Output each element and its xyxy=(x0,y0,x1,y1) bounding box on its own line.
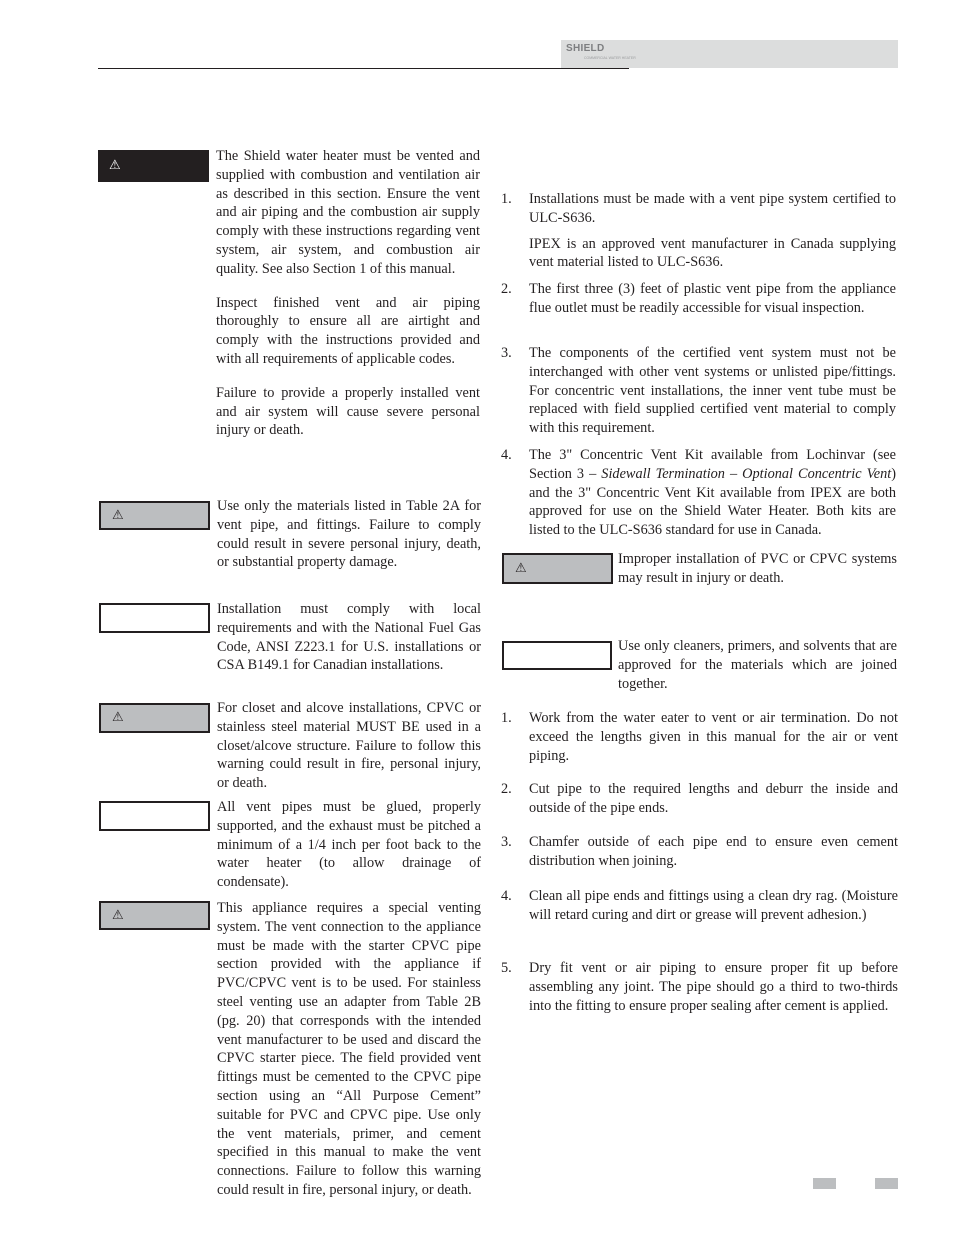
list-item-text: The 3" Concentric Vent Kit available from Lochinvar (see Section 3 – xyxy=(529,447,896,482)
caution-note-text: All vent pipes must be glued, properly supported, and the exhaust must be pitched a minimum of a 1/4 inch per foot back to the water heater (to allow drainage of condensate). xyxy=(217,799,481,891)
list-number: 3. xyxy=(501,834,512,850)
list-item-text: ) and the 3" Concentric Vent Kit available from IPEX are both approved for use on the Shield Water Heater. Both kits are listed to the ULC-S636 standard for use in Canada. xyxy=(529,465,896,539)
list-item xyxy=(529,446,896,540)
shield-logo: SHIELD xyxy=(566,43,605,54)
danger-paragraph: The Shield water heater must be vented and supplied with combustion and ventilation air as described in this section. Ensure the vent and air piping and the combustion air supply comply with these instructions regarding vent system, air system, and combustion air quality. See also Section 1 of this manual. xyxy=(216,148,480,277)
caution-note-text: Installation must comply with local requirements and with the National Fuel Gas Code, ANSI Z223.1 for U.S. installations or CSA B149.1 for Canadian installations. xyxy=(217,601,481,674)
list-number: 3. xyxy=(501,345,512,361)
warning-triangle-icon: ⚠ xyxy=(112,907,124,923)
warning-triangle-icon: ⚠ xyxy=(109,158,121,174)
list-item: The components of the certified vent system must not be interchanged with other vent systems or unlisted pipe/fittings. For concentric vent installations, the inner vent tube must be replaced with field supplied certified vent material to comply with this requirement. xyxy=(529,345,896,437)
list-number: 1. xyxy=(501,191,512,207)
list-item xyxy=(529,190,896,272)
list-number: 2. xyxy=(501,281,512,297)
list-item-text: Installations must be made with a vent pipe system certified to ULC-S636. xyxy=(529,191,896,226)
danger-note-text xyxy=(216,147,480,440)
list-number: 1. xyxy=(501,710,512,726)
footer-page-tab xyxy=(875,1178,898,1189)
warning-label-box xyxy=(99,901,210,930)
warning-triangle-icon: ⚠ xyxy=(112,507,124,523)
danger-label-box xyxy=(98,150,209,182)
footer-page-tab xyxy=(813,1178,836,1189)
caution-note-text: Use only cleaners, primers, and solvents that are approved for the materials which are joined together. xyxy=(618,638,897,692)
list-item: Dry fit vent or air piping to ensure proper fit up before assembling any joint. The pipe should go a third to two-thirds into the fitting to ensure proper sealing after cement is applied. xyxy=(529,960,898,1014)
warning-note-text: This appliance requires a special venting system. The vent connection to the appliance must be made with the starter CPVC pipe section provided with the appliance if PVC/CPVC vent is to be used. For stainless steel venting use an adapter from Table 2B (pg. 20) that corresponds with the intended vent manufacturer to be used and discard the CPVC starter piece. The field provided vent fittings must be cemented to the CPVC pipe section using an “All Purpose Cement” suitable for PVC and CPVC pipe. Use only the vent materials, primer, and cement specified in this manual to make the vent connections. Failure to follow this warning could result in fire, personal injury, or death. xyxy=(217,900,481,1198)
caution-label-box xyxy=(99,603,210,633)
list-number: 2. xyxy=(501,781,512,797)
list-number: 4. xyxy=(501,888,512,904)
danger-paragraph: Inspect finished vent and air piping thoroughly to ensure all are airtight and comply with the instructions provided and with all requirements of applicable codes. xyxy=(216,294,480,367)
list-item: The first three (3) feet of plastic vent pipe from the appliance flue outlet must be readily accessible for visual inspection. xyxy=(529,281,896,316)
list-item: Clean all pipe ends and fittings using a clean dry rag. (Moisture will retard curing and dirt or grease will prevent adhesion.) xyxy=(529,888,898,923)
header-band xyxy=(561,40,898,68)
warning-triangle-icon: ⚠ xyxy=(112,710,124,726)
warning-triangle-icon: ⚠ xyxy=(515,560,527,576)
danger-paragraph: Failure to provide a properly installed vent and air system will cause severe personal injury or death. xyxy=(216,384,480,439)
list-item-italic: Sidewall Termination – Optional Concentric Vent xyxy=(601,465,892,482)
warning-note-text: Use only the materials listed in Table 2A for vent pipe, and fittings. Failure to comply could result in severe personal injury, death, or substantial property damage. xyxy=(217,498,481,571)
caution-label-box xyxy=(502,641,612,670)
list-item-extra: IPEX is an approved vent manufacturer in Canada supplying vent material listed to ULC-S636. xyxy=(529,235,896,271)
list-number: 5. xyxy=(501,960,512,976)
caution-label-box xyxy=(99,801,210,831)
list-item: Chamfer outside of each pipe end to ensure even cement distribution when joining. xyxy=(529,834,898,869)
warning-label-box xyxy=(99,703,210,733)
warning-note-text: For closet and alcove installations, CPVC or stainless steel material MUST BE used in a closet/alcove structure. Failure to follow this warning could result in fire, personal injury, or death. xyxy=(217,700,481,792)
warning-label-box xyxy=(502,553,613,584)
warning-note-text: Improper installation of PVC or CPVC systems may result in injury or death. xyxy=(618,551,897,586)
list-item: Cut pipe to the required lengths and deburr the inside and outside of the pipe ends. xyxy=(529,781,898,816)
list-number: 4. xyxy=(501,447,512,463)
shield-logo-subtext: COMMERCIAL WATER HEATER xyxy=(584,56,636,60)
header-rule xyxy=(98,68,629,69)
list-item: Work from the water eater to vent or air termination. Do not exceed the lengths given in this manual for the air or vent piping. xyxy=(529,710,898,764)
warning-label-box xyxy=(99,501,210,530)
